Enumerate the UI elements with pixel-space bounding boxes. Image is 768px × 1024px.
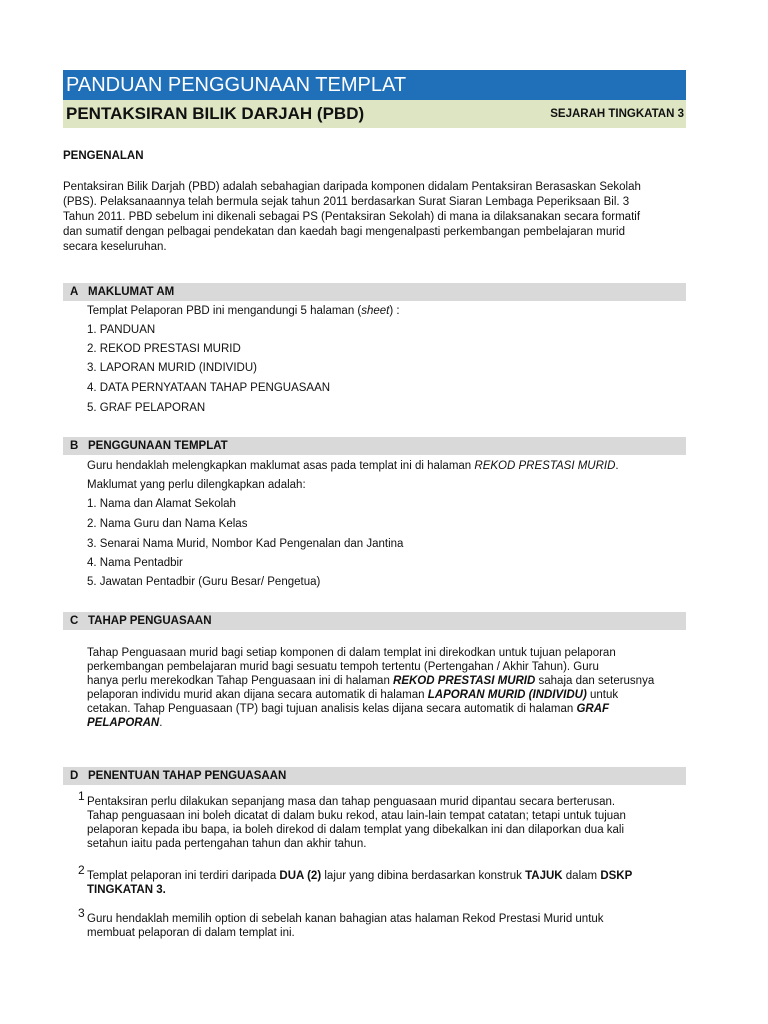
text-run-italic: REKOD PRESTASI MURID bbox=[474, 460, 616, 472]
item-number: 1 bbox=[78, 789, 85, 803]
section-letter: A bbox=[70, 286, 79, 298]
section-a-header bbox=[63, 283, 686, 301]
section-d-line: Tahap penguasaan ini boleh dicatat di dalam buku rekod, atau lain-lain tempat catatan; tetapi untuk tujuan bbox=[87, 810, 626, 822]
intro-line: secara keseluruhan. bbox=[63, 241, 167, 253]
text-run-bold: DSKP bbox=[600, 870, 633, 882]
subject-label: SEJARAH TINGKATAN 3 bbox=[550, 108, 684, 120]
section-label: MAKLUMAT AM bbox=[88, 286, 175, 298]
document-subtitle: PENTAKSIRAN BILIK DARJAH (PBD) bbox=[66, 104, 365, 123]
text-run-emphasis: PELAPORAN bbox=[87, 717, 160, 729]
section-letter: C bbox=[70, 615, 79, 627]
text-run-italic: sheet bbox=[361, 305, 390, 317]
list-item: 5. Jawatan Pentadbir (Guru Besar/ Pengetua) bbox=[87, 576, 321, 588]
section-label: PENGGUNAAN TEMPLAT bbox=[88, 440, 228, 452]
section-a-intro bbox=[87, 304, 400, 319]
text-run: hanya perlu merekodkan Tahap Penguasaan ini di halaman bbox=[87, 675, 394, 687]
text-run: Templat pelaporan ini terdiri daripada bbox=[87, 870, 280, 882]
item-number: 3 bbox=[78, 906, 85, 920]
list-item: 3. LAPORAN MURID (INDIVIDU) bbox=[87, 362, 257, 374]
text-run-bold: DUA (2) bbox=[279, 870, 322, 882]
section-letter: B bbox=[70, 440, 79, 452]
intro-line: dan sumatif dengan pelbagai pendekatan dan kaedah bagi mengenalpasti perkembangan pembelajaran murid bbox=[63, 226, 625, 238]
list-item: 4. DATA PERNYATAAN TAHAP PENGUASAAN bbox=[87, 382, 331, 394]
section-letter: D bbox=[70, 770, 79, 782]
list-item: 2. REKOD PRESTASI MURID bbox=[87, 343, 241, 355]
item-number: 2 bbox=[78, 863, 85, 877]
text-run: Guru hendaklah melengkapkan maklumat asas pada templat ini di halaman bbox=[87, 460, 475, 472]
section-c-line bbox=[87, 674, 654, 689]
text-run: Templat Pelaporan PBD ini mengandungi 5 halaman ( bbox=[87, 305, 362, 317]
section-b-line bbox=[87, 459, 619, 474]
section-d-header bbox=[63, 767, 686, 785]
section-b-line: Maklumat yang perlu dilengkapkan adalah: bbox=[87, 479, 306, 491]
text-run: pelaporan individu murid akan dijana secara automatik di halaman bbox=[87, 689, 428, 701]
list-item: 1. PANDUAN bbox=[87, 324, 156, 336]
list-item: 4. Nama Pentadbir bbox=[87, 557, 183, 569]
intro-heading: PENGENALAN bbox=[63, 150, 144, 162]
section-d-line: Guru hendaklah memilih option di sebelah kanan bahagian atas halaman Rekod Prestasi Murid untuk bbox=[87, 913, 604, 925]
section-c-line bbox=[87, 702, 609, 717]
section-d-line: membuat pelaporan di dalam templat ini. bbox=[87, 927, 295, 939]
document-title: PANDUAN PENGGUNAAN TEMPLAT bbox=[63, 70, 686, 100]
text-run: sahaja dan seterusnya bbox=[535, 675, 655, 687]
section-label: PENENTUAN TAHAP PENGUASAAN bbox=[88, 770, 287, 782]
text-run-bold: TAJUK bbox=[525, 870, 563, 882]
intro-line: Pentaksiran Bilik Darjah (PBD) adalah sebahagian daripada komponen didalam Pentaksiran Berasaskan Sekolah bbox=[63, 181, 641, 193]
section-c-line bbox=[87, 688, 618, 703]
intro-line: Tahun 2011. PBD sebelum ini dikenali sebagai PS (Pentaksiran Sekolah) di mana ia dilaksanakan secara formatif bbox=[63, 211, 641, 223]
section-d-line: TINGKATAN 3. bbox=[87, 884, 166, 896]
text-run-emphasis: REKOD PRESTASI MURID bbox=[393, 675, 536, 687]
section-c-line: Tahap Penguasaan murid bagi setiap komponen di dalam templat ini direkodkan untuk tujuan pelaporan bbox=[87, 647, 616, 659]
list-item: 2. Nama Guru dan Nama Kelas bbox=[87, 518, 248, 530]
section-c-line: perkembangan pembelajaran murid bagi sesuatu tempoh tertentu (Pertengahan / Akhir Tahun). Guru bbox=[87, 661, 599, 673]
section-b-header bbox=[63, 437, 686, 455]
text-run: ) : bbox=[389, 305, 400, 317]
intro-line: (PBS). Pelaksanaannya telah bermula sejak tahun 2011 berdasarkan Surat Siaran Lembaga Peperiksaan Bil. 3 bbox=[63, 196, 630, 208]
section-d-line: pelaporan kepada ibu bapa, ia boleh direkod di dalam templat yang dibekalkan ini dan dilaporkan dua kali bbox=[87, 824, 625, 836]
section-d-line: setahun iaitu pada pertengahan tahun dan akhir tahun. bbox=[87, 838, 367, 850]
section-c-line bbox=[87, 716, 162, 731]
subtitle-bar bbox=[63, 100, 686, 128]
section-d-line bbox=[87, 869, 632, 884]
text-run-emphasis: LAPORAN MURID (INDIVIDU) bbox=[427, 689, 587, 701]
text-run: cetakan. Tahap Penguasaan (TP) bagi tujuan analisis kelas dijana secara automatik di halaman bbox=[87, 703, 577, 715]
text-run: . bbox=[615, 460, 619, 472]
text-run: untuk bbox=[586, 689, 619, 701]
text-run: dalam bbox=[562, 870, 601, 882]
text-run: lajur yang dibina berdasarkan konstruk bbox=[321, 870, 526, 882]
section-label: TAHAP PENGUASAAN bbox=[88, 615, 212, 627]
list-item: 1. Nama dan Alamat Sekolah bbox=[87, 498, 236, 510]
text-run-emphasis: GRAF bbox=[576, 703, 610, 715]
text-run: . bbox=[159, 717, 163, 729]
section-d-line: Pentaksiran perlu dilakukan sepanjang masa dan tahap penguasaan murid dipantau secara berterusan. bbox=[87, 796, 616, 808]
list-item: 5. GRAF PELAPORAN bbox=[87, 402, 206, 414]
section-c-header bbox=[63, 612, 686, 630]
list-item: 3. Senarai Nama Murid, Nombor Kad Pengenalan dan Jantina bbox=[87, 538, 404, 550]
